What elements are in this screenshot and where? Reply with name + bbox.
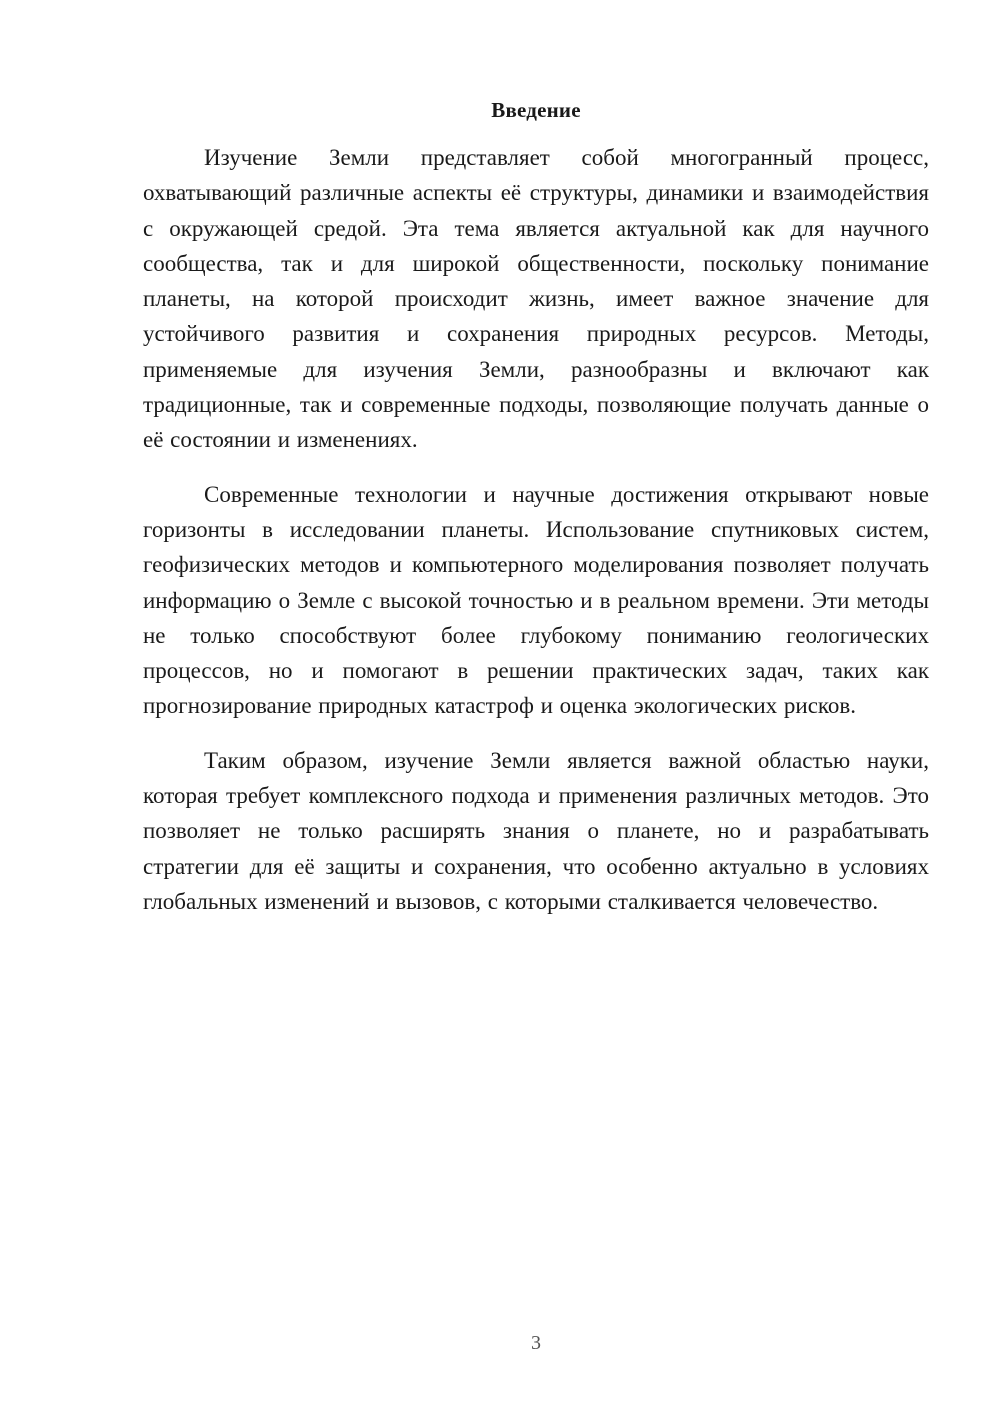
page-number: 3 (531, 1332, 541, 1354)
section-heading: Введение (491, 98, 581, 122)
page-content (143, 92, 929, 938)
paragraph-1: Изучение Земли представляет собой многогранный процесс, охватывающий различные аспекты её структуры, динамики и взаимодействия с окружающей средой. Эта тема является актуальной как для научного сообщества, так и для широкой общественности, поскольку понимание планеты, на которой происходит жизнь, имеет важное значение для устойчивого развития и сохранения природных ресурсов. Методы, применяемые для изучения Земли, разнообразны и включают как традиционные, так и современные подходы, позволяющие получать данные о её состоянии и изменениях. (143, 145, 929, 453)
paragraph-2: Современные технологии и научные достижения открывают новые горизонты в исследовании планеты. Использование спутниковых систем, геофизических методов и компьютерного моделирования позволяет получать информацию о Земле с высокой точностью и в реальном времени. Эти методы не только способствуют более глубокому пониманию геологических процессов, но и помогают в решении практических задач, таких как прогнозирование природных катастроф и оценка экологических рисков. (143, 481, 929, 719)
paragraph-3: Таким образом, изучение Земли является важной областью науки, которая требует комплексного подхода и применения различных методов. Это позволяет не только расширять знания о планете, но и разрабатывать стратегии для её защиты и сохранения, что особенно актуально в условиях глобальных изменений и вызовов, с которыми сталкивается человечество. (143, 747, 929, 914)
